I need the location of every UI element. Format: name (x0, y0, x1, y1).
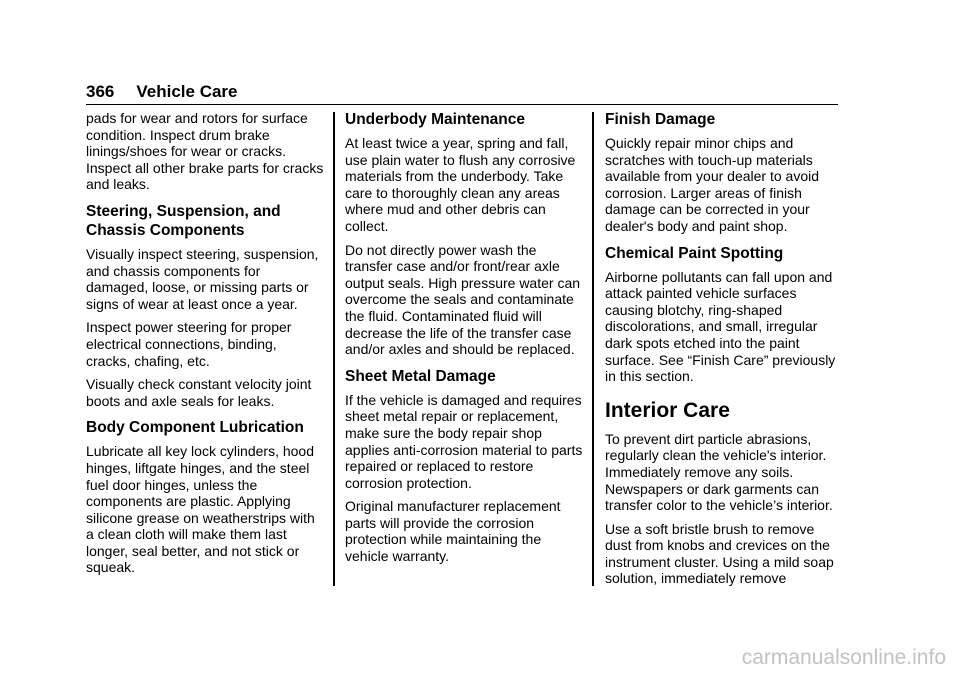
paragraph: Visually inspect steering, suspension, and chassis components for damaged, loose, or missing parts or signs of wear at least once a year. (86, 245, 319, 312)
column-middle (345, 110, 583, 572)
paragraph: If the vehicle is damaged and requires sheet metal repair or replacement, make sure the body repair shop applies anti-corrosion material to parts repaired or replaced to restore corrosion protection. (345, 391, 583, 491)
paragraph: Use a soft bristle brush to remove dust from knobs and crevices on the instrument cluster. Using a mild soap solution, immediately remove (605, 520, 834, 587)
section-title: Vehicle Care (136, 82, 238, 101)
heading-interior-care: Interior Care (605, 398, 730, 422)
paragraph: Visually check constant velocity joint boots and axle seals for leaks. (86, 376, 312, 409)
heading-sheet-metal-damage: Sheet Metal Damage (345, 367, 496, 385)
column-divider (592, 112, 594, 586)
paragraph: pads for wear and rotors for surface condition. Inspect drum brake linings/shoes for wear or cracks. Inspect all other brake parts for cracks and leaks. (86, 110, 324, 193)
column-divider (333, 112, 335, 586)
heading-body-lubrication: Body Component Lubrication (86, 419, 304, 437)
page-header (86, 82, 838, 105)
column-right (605, 110, 843, 594)
watermark: carmanualsonline.info (741, 646, 946, 669)
paragraph: Inspect power steering for proper electrical connections, binding, cracks, chafing, etc. (86, 319, 292, 369)
paragraph: Do not directly power wash the transfer case and/or front/rear axle output seals. High pressure water can overcome the seals and contaminate the fluid. Contaminated fluid will decrease the life of the transfer case and/or axles and should be replaced. (345, 241, 581, 358)
paragraph: Quickly repair minor chips and scratches with touch-up materials available from your dealer to avoid corrosion. Larger areas of finish damage can be corrected in your dealer's body and paint shop. (605, 135, 820, 234)
paragraph: Airborne pollutants can fall upon and attack painted vehicle surfaces causing blotchy, ring-shaped discolorations, and small, irregular dark spots etched into the paint surface. See “Finish Care” previously in this section. (605, 268, 836, 385)
column-left (86, 110, 324, 583)
paragraph: At least twice a year, spring and fall, use plain water to flush any corrosive materials from the underbody. Take care to thoroughly clean any areas where mud and other debris can collect. (345, 135, 576, 234)
page-number: 366 (86, 82, 115, 101)
heading-finish-damage: Finish Damage (605, 111, 716, 128)
paragraph: Lubricate all key lock cylinders, hood hinges, liftgate hinges, and the steel fuel door hinges, unless the components are plastic. Applying silicone grease on weatherstrips with a clean cloth will make them last longer, seal better, and not stick or squeak. (86, 443, 315, 576)
heading-chemical-paint-spotting: Chemical Paint Spotting (605, 244, 784, 262)
paragraph: To prevent dirt particle abrasions, regularly clean the vehicle's interior. Immediately remove any soils. Newspapers or dark garments can transfer color to the vehicle’s interior. (605, 430, 833, 514)
heading-underbody-maintenance: Underbody Maintenance (345, 111, 525, 128)
paragraph: Original manufacturer replacement parts will provide the corrosion protection while maintaining the vehicle warranty. (345, 498, 561, 565)
heading-steering-suspension: Steering, Suspension, and Chassis Components (86, 202, 281, 239)
